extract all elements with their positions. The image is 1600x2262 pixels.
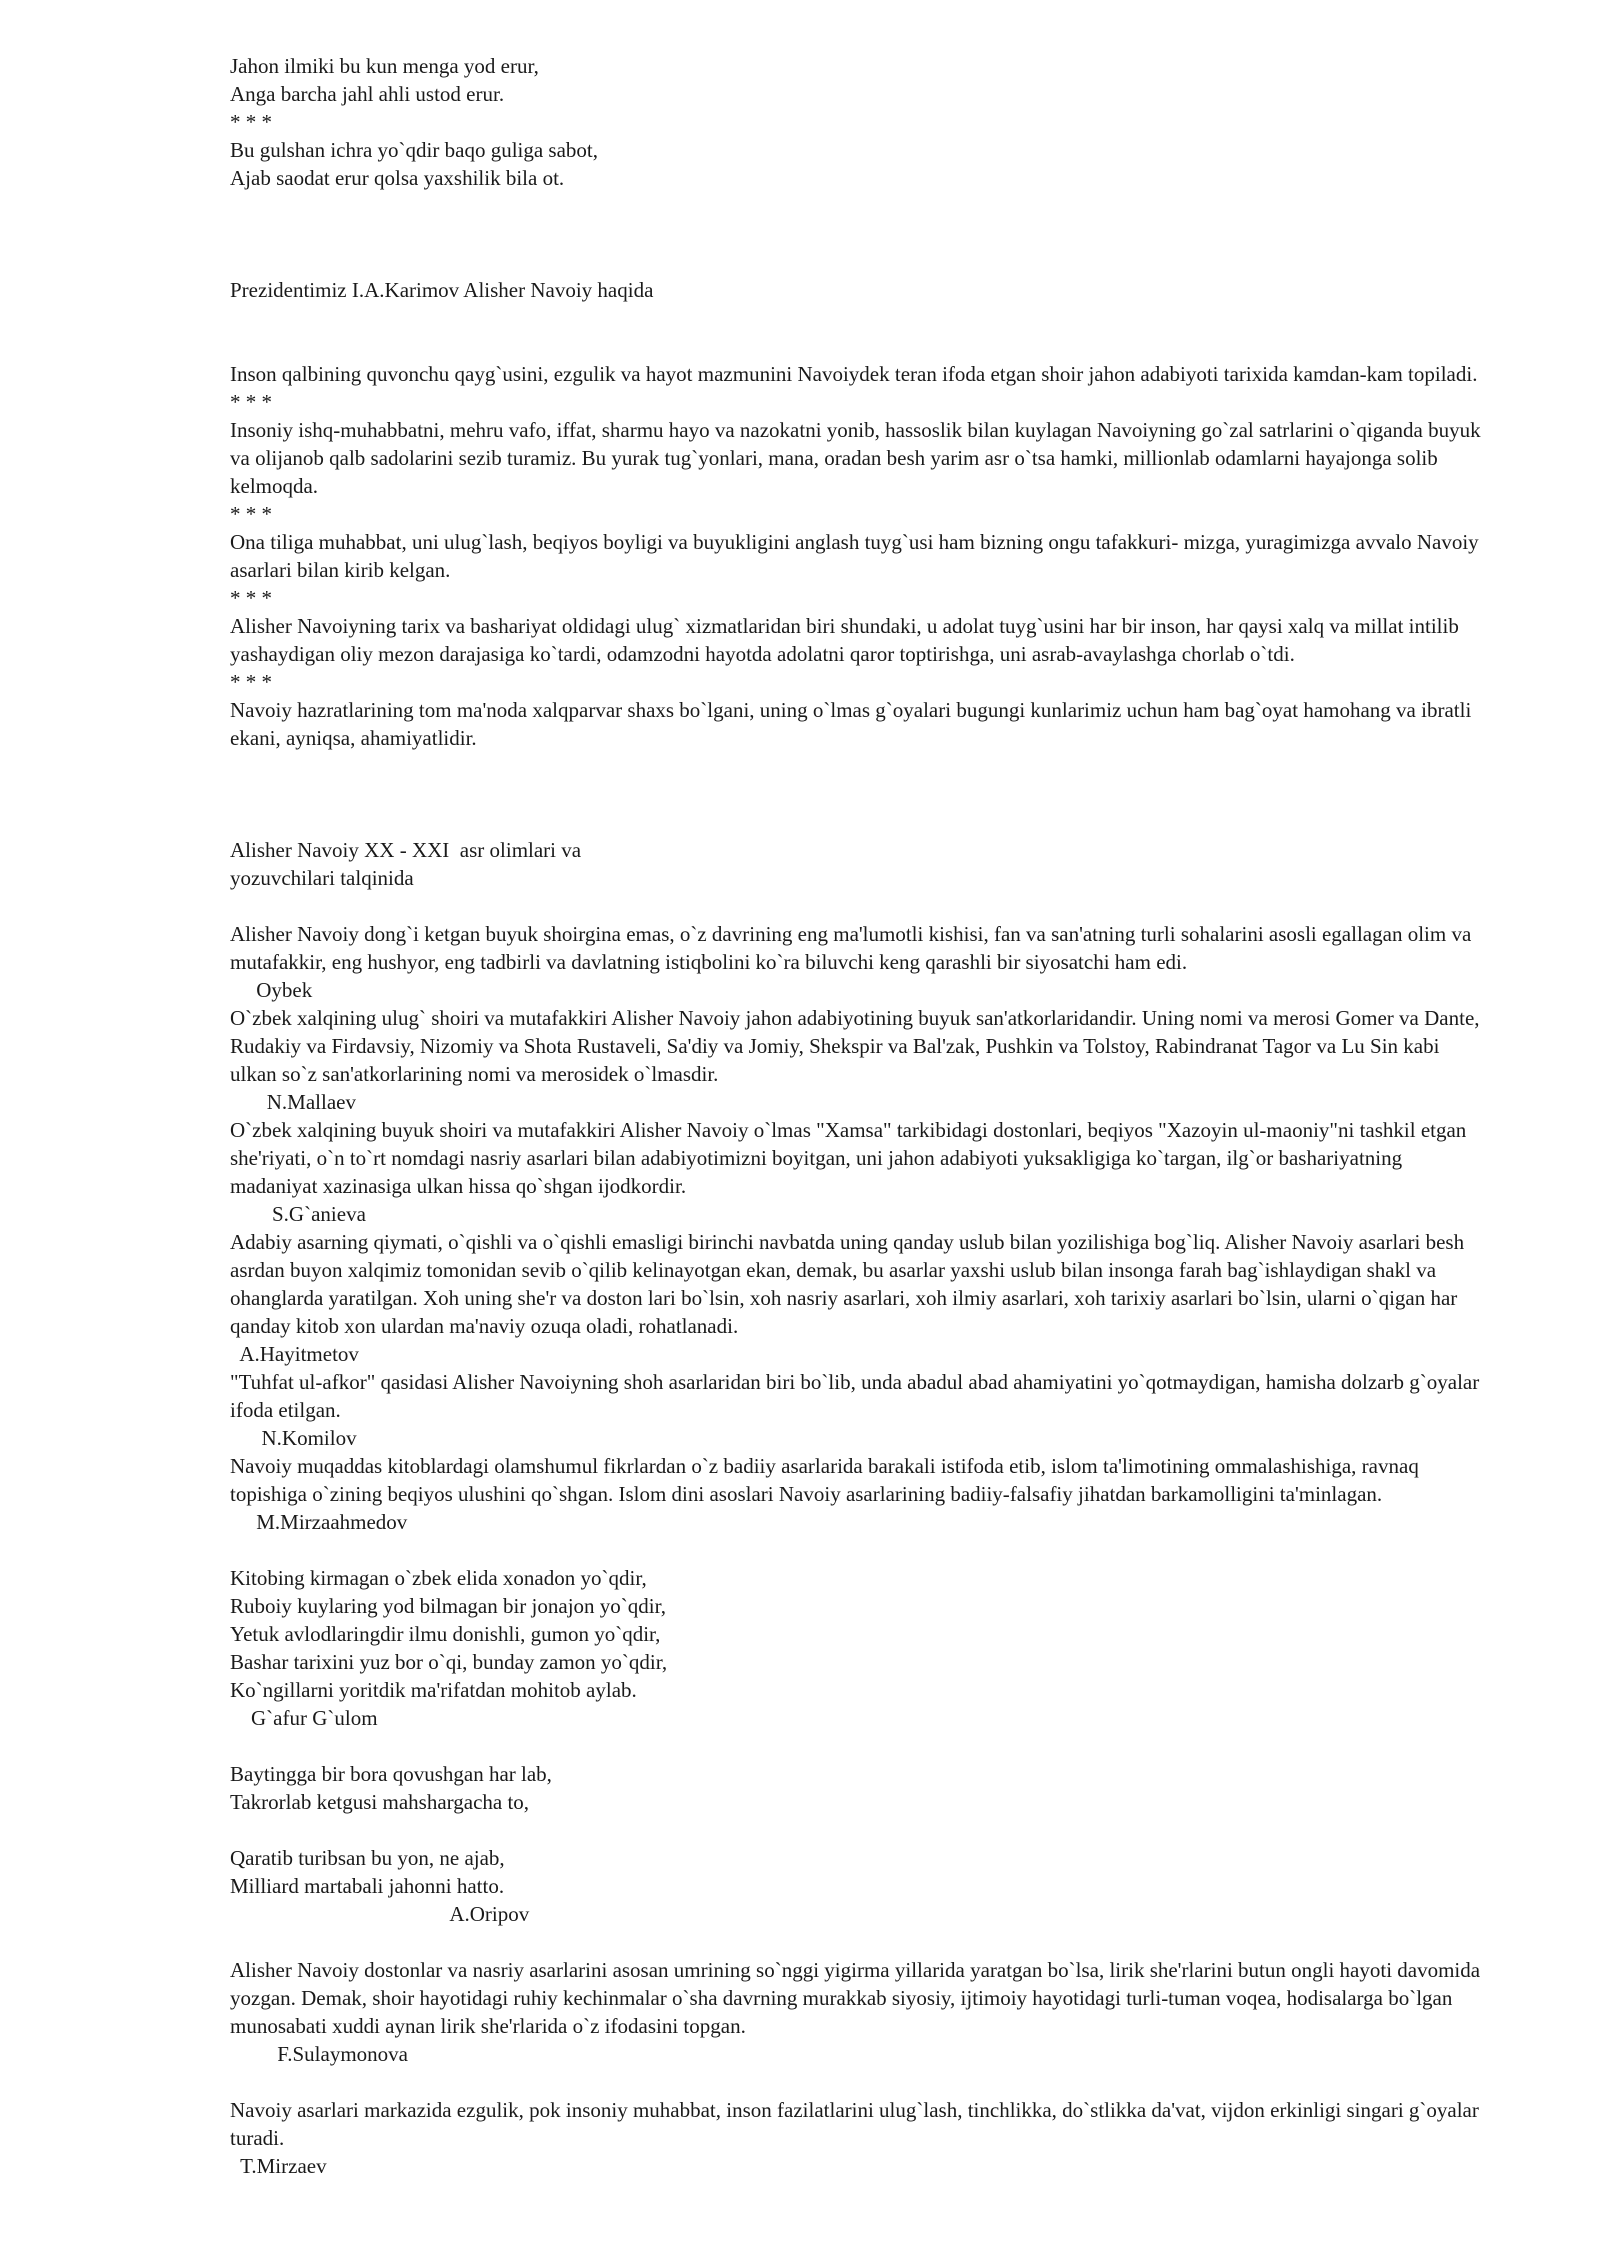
poem-author: A.Oripov (230, 1902, 530, 1926)
quote-author: S.G`anieva (230, 1202, 366, 1226)
scholars-section (230, 836, 1490, 2180)
poem-line: Kitobing kirmagan o`zbek elida xonadon yo`qdir, (230, 1566, 647, 1590)
separator: * * * (230, 586, 272, 610)
paragraph: Ona tiliga muhabbat, uni ulug`lash, beqiyos boyligi va buyukligini anglash tuyg`usi ham bizning ongu tafakkuri- mizga, yuragimizga avvalo Navoiy asarlari bilan kirib kelgan. (230, 530, 1479, 582)
quote-text: O`zbek xalqining buyuk shoiri va mutafakkiri Alisher Navoiy o`lmas "Xamsa" tarkibidagi dostonlari, beqiyos "Xazoyin ul-maoniy"ni tashkil etgan she'riyati, o`n to`rt nomdagi nasriy asarlari bilan adabiyotimizni boyitgan, uni jahon adabiyoti yuksakligiga ko`targan, ilg`or bashariyatning madaniyat xazinasiga ulkan hissa qo`shgan ijodkordir. (230, 1118, 1467, 1198)
quote-text: "Tuhfat ul-afkor" qasidasi Alisher Navoiyning shoh asarlaridan biri bo`lib, unda abadul abad ahamiyatini yo`qotmaydigan, hamisha dolzarb g`oyalar ifoda etilgan. (230, 1370, 1480, 1422)
document-page (230, 52, 1490, 2180)
poem-line: Ko`ngillarni yoritdik ma'rifatdan mohitob aylab. (230, 1678, 637, 1702)
poem-oripov (230, 1760, 1490, 1928)
poem-line: Qaratib turibsan bu yon, ne ajab, (230, 1846, 505, 1870)
quote-author: N.Komilov (230, 1426, 357, 1450)
verse-line: Jahon ilmiki bu kun menga yod erur, (230, 54, 539, 78)
paragraph: Alisher Navoiyning tarix va bashariyat oldidagi ulug` xizmatlaridan biri shundaki, u adolat tuyg`usini har bir inson, har qaysi xalq va millat intilib yashaydigan oliy mezon darajasiga ko`tardi, odamzodni hayotda adolatni qaror toptirishga, uni asrab-avaylashga chorlab o`tdi. (230, 614, 1459, 666)
section-heading: Alisher Navoiy XX - XXI asr olimlari va (230, 838, 582, 862)
verse-separator: * * * (230, 110, 272, 134)
paragraph: Navoiy hazratlarining tom ma'noda xalqparvar shaxs bo`lgani, uning o`lmas g`oyalari bugungi kunlarimiz uchun ham bag`oyat hamohang va ibratli ekani, ayniqsa, ahamiyatlidir. (230, 698, 1472, 750)
poem-line: Ruboiy kuylaring yod bilmagan bir jonajon yo`qdir, (230, 1594, 667, 1618)
separator: * * * (230, 670, 272, 694)
poem-author: G`afur G`ulom (230, 1706, 378, 1730)
verse-line: Anga barcha jahl ahli ustod erur. (230, 82, 505, 106)
poem-line: Bashar tarixini yuz bor o`qi, bunday zamon yo`qdir, (230, 1650, 668, 1674)
verse-line: Ajab saodat erur qolsa yaxshilik bila ot. (230, 166, 565, 190)
poem-line: Yetuk avlodlaringdir ilmu donishli, gumon yo`qdir, (230, 1622, 661, 1646)
quote-text: Alisher Navoiy dong`i ketgan buyuk shoirgina emas, o`z davrining eng ma'lumotli kishisi, fan va san'atning turli sohalarini asosli egallagan olim va mutafakkir, eng hushyor, eng tadbirli va davlatning istiqbolini ko`ra biluvchi keng qarashli bir siyosatchi ham edi. (230, 922, 1472, 974)
verse-line: Bu gulshan ichra yo`qdir baqo guliga sabot, (230, 138, 599, 162)
intro-verses (230, 52, 1490, 192)
paragraph: Insoniy ishq-muhabbatni, mehru vafo, iffat, sharmu hayo va nazokatni yonib, hassoslik bilan kuylagan Navoiyning go`zal satrlarini o`qiganda buyuk va olijanob qalb sadolarini sezib turamiz. Bu yurak tug`yonlari, mana, oradan besh yarim asr o`tsa hamki, millionlab odamlarni hayajonga solib kelmoqda. (230, 418, 1481, 498)
quote-author: F.Sulaymonova (230, 2042, 408, 2066)
section-heading: yozuvchilari talqinida (230, 866, 414, 890)
quote-text: Navoiy asarlari markazida ezgulik, pok insoniy muhabbat, inson fazilatlarini ulug`lash, tinchlikka, do`stlikka da'vat, vijdon erkinligi singari g`oyalar turadi. (230, 2098, 1479, 2150)
poem-line: Takrorlab ketgusi mahshargacha to, (230, 1790, 530, 1814)
paragraph: Inson qalbining quvonchu qayg`usini, ezgulik va hayot mazmunini Navoiydek teran ifoda etgan shoir jahon adabiyoti tarixida kamdan-kam topiladi. (230, 362, 1478, 386)
quote-text: Alisher Navoiy dostonlar va nasriy asarlarini asosan umrining so`nggi yigirma yillarida yaratgan bo`lsa, lirik she'rlarini butun ongli hayoti davomida yozgan. Demak, shoir hayotidagi ruhiy kechinmalar o`sha davrning murakkab siyosiy, ijtimoiy hayotidagi turli-tuman voqea, hodisalarga bo`lgan munosabati xuddi aynan lirik she'rlarida o`z ifodasini topgan. (230, 1958, 1481, 2038)
quote-author: M.Mirzaahmedov (230, 1510, 408, 1534)
section-heading: Prezidentimiz I.A.Karimov Alisher Navoiy haqida (230, 278, 654, 302)
separator: * * * (230, 390, 272, 414)
quote-text: Navoiy muqaddas kitoblardagi olamshumul fikrlardan o`z badiiy asarlarida barakali istifoda etib, islom ta'limotining ommalashishiga, ravnaq topishiga o`zining beqiyos ulushini qo`shgan. Islom dini asoslari Navoiy asarlarining badiiy-falsafiy jihatdan barkamolligini ta'minlagan. (230, 1454, 1419, 1506)
poem-line: Baytingga bir bora qovushgan har lab, (230, 1762, 552, 1786)
poem-gafur-gulom (230, 1564, 1490, 1732)
president-section (230, 276, 1490, 752)
poem-line: Milliard martabali jahonni hatto. (230, 1874, 505, 1898)
quote-text: O`zbek xalqining ulug` shoiri va mutafakkiri Alisher Navoiy jahon adabiyotining buyuk san'atkorlaridandir. Uning nomi va merosi Gomer va Dante, Rudakiy va Firdavsiy, Nizomiy va Shota Rustaveli, Sa'diy va Jomiy, Shekspir va Bal'zak, Pushkin va Tolstoy, Rabindranat Tagor va Lu Sin kabi ulkan so`z san'atkorlarining nomi va merosidek o`lmasdir. (230, 1006, 1480, 1086)
quote-author: T.Mirzaev (230, 2154, 327, 2178)
separator: * * * (230, 502, 272, 526)
quote-text: Adabiy asarning qiymati, o`qishli va o`qishli emasligi birinchi navbatda uning qanday uslub bilan yozilishiga bog`liq. Alisher Navoiy asarlari besh asrdan buyon xalqimiz tomonidan sevib o`qilib kelinayotgan ekan, demak, bu asarlar yaxshi uslub bilan insonga farah bag`ishlaydigan shakl va ohanglarda yaratilgan. Xoh uning she'r va doston lari bo`lsin, xoh nasriy asarlari, xoh ilmiy asarlari, xoh tarixiy asarlari bo`lsin, ularni o`qigan har qanday kitob xon ulardan ma'naviy ozuqa oladi, rohatlanadi. (230, 1230, 1465, 1338)
quote-author: A.Hayitmetov (230, 1342, 359, 1366)
quote-author: N.Mallaev (230, 1090, 356, 1114)
quote-author: Oybek (230, 978, 313, 1002)
